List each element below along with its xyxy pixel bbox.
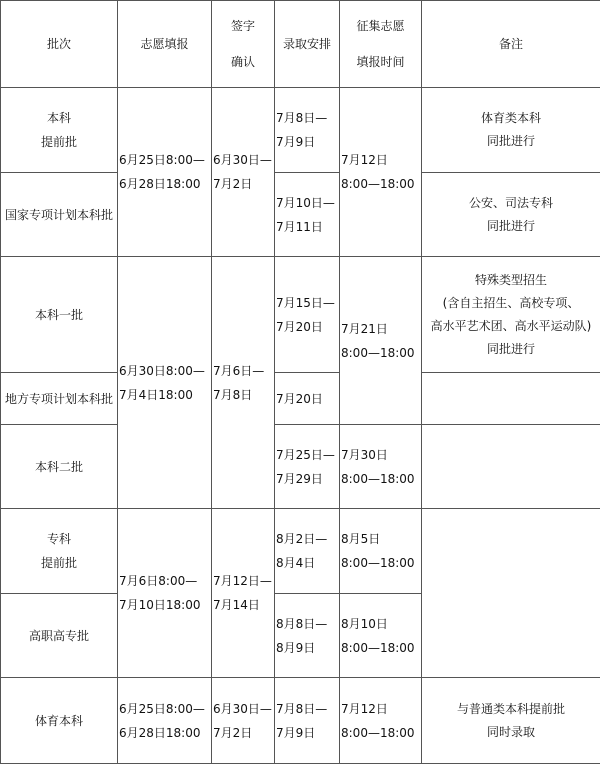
header-fill: 志愿填报 xyxy=(118,1,212,88)
batch-cell: 体育本科 xyxy=(1,678,118,764)
batch-cell: 本科二批 xyxy=(1,425,118,509)
admit-cell: 7月8日— 7月9日 xyxy=(275,88,340,173)
remark-cell: 与普通类本科提前批 同时录取 xyxy=(422,678,600,764)
batch-cell: 国家专项计划本科批 xyxy=(1,173,118,257)
batch-cell: 专科 提前批 xyxy=(1,509,118,594)
sign-cell: 6月30日— 7月2日 xyxy=(212,88,275,257)
sign-cell: 7月12日— 7月14日 xyxy=(212,509,275,678)
fill-cell: 6月25日8:00— 6月28日18:00 xyxy=(118,678,212,764)
admit-cell: 7月8日— 7月9日 xyxy=(275,678,340,764)
batch-cell: 地方专项计划本科批 xyxy=(1,373,118,425)
table-header-row xyxy=(1,1,600,88)
table-row xyxy=(1,425,600,509)
remark-cell: 体育类本科 同批进行 xyxy=(422,88,600,173)
admit-cell: 8月8日— 8月9日 xyxy=(275,594,340,678)
header-remark: 备注 xyxy=(422,1,600,88)
sign-cell: 7月6日— 7月8日 xyxy=(212,257,275,509)
table-row xyxy=(1,257,600,373)
collect-cell: 8月5日 8:00—18:00 xyxy=(340,509,422,594)
fill-cell: 6月25日8:00— 6月28日18:00 xyxy=(118,88,212,257)
header-batch: 批次 xyxy=(1,1,118,88)
table-row xyxy=(1,373,600,425)
fill-cell: 7月6日8:00— 7月10日18:00 xyxy=(118,509,212,678)
header-collect: 征集志愿 填报时间 xyxy=(340,1,422,88)
fill-cell: 6月30日8:00— 7月4日18:00 xyxy=(118,257,212,509)
collect-cell: 7月12日 8:00—18:00 xyxy=(340,88,422,257)
admit-cell: 7月25日— 7月29日 xyxy=(275,425,340,509)
header-sign: 签字 确认 xyxy=(212,1,275,88)
batch-cell: 本科一批 xyxy=(1,257,118,373)
collect-cell: 8月10日 8:00—18:00 xyxy=(340,594,422,678)
collect-cell: 7月21日 8:00—18:00 xyxy=(340,257,422,425)
batch-cell: 本科 提前批 xyxy=(1,88,118,173)
header-admit: 录取安排 xyxy=(275,1,340,88)
admit-cell: 8月2日— 8月4日 xyxy=(275,509,340,594)
remark-cell: 公安、司法专科 同批进行 xyxy=(422,173,600,257)
batch-cell: 高职高专批 xyxy=(1,594,118,678)
remark-cell xyxy=(422,509,600,678)
table-row xyxy=(1,509,600,594)
collect-cell: 7月12日 8:00—18:00 xyxy=(340,678,422,764)
admit-cell: 7月20日 xyxy=(275,373,340,425)
table-row xyxy=(1,173,600,257)
admit-cell: 7月10日— 7月11日 xyxy=(275,173,340,257)
sign-cell: 6月30日— 7月2日 xyxy=(212,678,275,764)
remark-cell xyxy=(422,425,600,509)
remark-cell xyxy=(422,373,600,425)
admit-cell: 7月15日— 7月20日 xyxy=(275,257,340,373)
table-row xyxy=(1,88,600,173)
collect-cell: 7月30日 8:00—18:00 xyxy=(340,425,422,509)
table-row xyxy=(1,678,600,764)
remark-cell: 特殊类型招生 (含自主招生、高校专项、 高水平艺术团、高水平运动队) 同批进行 xyxy=(422,257,600,373)
